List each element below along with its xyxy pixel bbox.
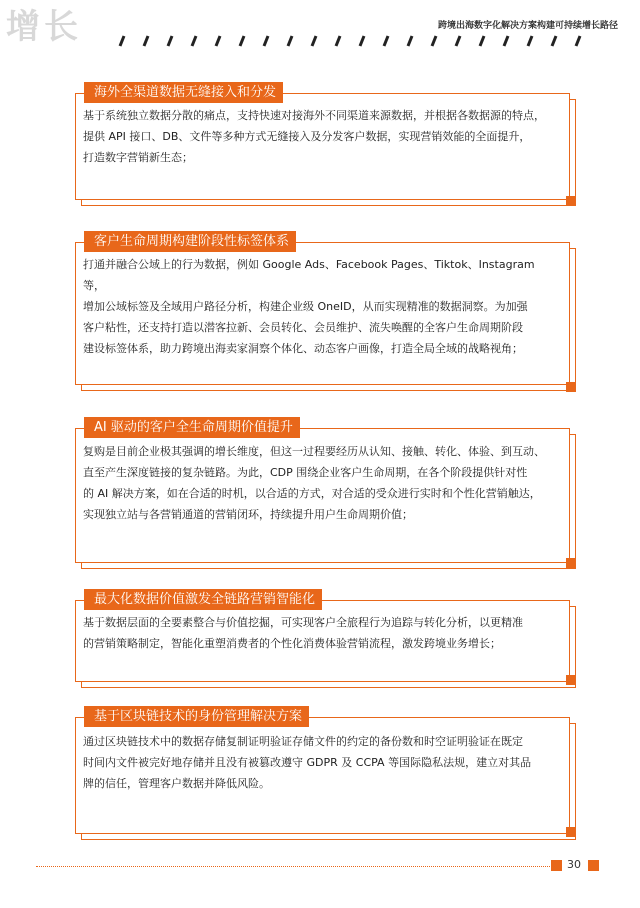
header-logo: 增长: [6, 7, 82, 47]
body-line: 基于系统独立数据分散的痛点，支持快速对接海外不同渠道来源数据，并根据各数据源的特点，: [83, 109, 545, 122]
section-data-value: [75, 589, 570, 679]
section-omnichannel-data: [75, 82, 570, 200]
corner-accent: [566, 382, 576, 392]
section-blockchain-identity: [75, 706, 570, 831]
footer-square-left: [551, 860, 562, 871]
section-title: 客户生命周期构建阶段性标签体系: [84, 231, 296, 252]
header-slash-decoration: [98, 34, 598, 48]
body-line: 打造数字营销新生态；: [83, 151, 193, 164]
body-line: 提供 API 接口、DB、文件等多种方式无缝接入及分发客户数据，实现营销效能的全面提升，: [83, 130, 531, 143]
section-title: AI 驱动的客户全生命周期价值提升: [84, 417, 300, 438]
corner-accent: [566, 827, 576, 837]
section-title: 最大化数据价值激发全链路营销智能化: [84, 589, 322, 610]
section-body: [83, 105, 560, 168]
body-line: 建设标签体系，助力跨境出海卖家洞察个体化、动态客户画像，打造全局全域的战略视角；: [83, 342, 523, 355]
section-ai-lifecycle: [75, 417, 570, 557]
body-line: 增加公域标签及全域用户路径分析，构建企业级 OneID，从而实现精准的数据洞察。为加强: [83, 300, 528, 313]
corner-accent: [566, 196, 576, 206]
section-body: [83, 731, 560, 794]
section-body: [83, 254, 560, 359]
section-body: [83, 441, 560, 525]
body-line: 通过区块链技术中的数据存储复制证明验证存储文件的约定的备份数和时空证明验证在既定: [83, 735, 523, 748]
corner-accent: [566, 675, 576, 685]
section-lifecycle-tags: [75, 231, 570, 386]
body-line: 的营销策略制定，智能化重塑消费者的个性化消费体验营销流程，激发跨境业务增长；: [83, 637, 501, 650]
body-line: 实现独立站与各营销通道的营销闭环，持续提升用户生命周期价值；: [83, 508, 413, 521]
section-title: 海外全渠道数据无缝接入和分发: [84, 82, 283, 103]
body-line: 时间内文件被完好地存储并且没有被篡改遵守 GDPR 及 CCPA 等国际隐私法规，建立对其品: [83, 756, 532, 769]
corner-accent: [566, 558, 576, 568]
body-line: 直至产生深度链接的复杂链路。为此，CDP 围绕企业客户生命周期，在各个阶段提供针对性: [83, 466, 528, 479]
section-body: [83, 612, 560, 654]
body-line: 基于数据层面的全要素整合与价值挖掘，可实现客户全旅程行为追踪与转化分析，以更精准: [83, 616, 523, 629]
body-line: 复购是目前企业极其强调的增长维度，但这一过程要经历从认知、接触、转化、体验、到互动、: [83, 445, 545, 458]
body-line: 客户粘性，还支持打造以潜客拉新、会员转化、会员维护、流失唤醒的全客户生命周期阶段: [83, 321, 523, 334]
page-number: 30: [567, 858, 581, 871]
header-title: 跨境出海数字化解决方案构建可持续增长路径: [437, 21, 618, 31]
body-line: 的 AI 解决方案，如在合适的时机，以合适的方式，对合适的受众进行实时和个性化营销触达，: [83, 487, 541, 500]
body-line: 牌的信任，管理客户数据并降低风险。: [83, 777, 270, 790]
section-title: 基于区块链技术的身份管理解决方案: [84, 706, 309, 727]
body-line: 打通并融合公域上的行为数据，例如 Google Ads、Facebook Pages、Tiktok、Instagram 等，: [83, 258, 535, 292]
footer-square-right: [588, 860, 599, 871]
footer-divider: [36, 866, 556, 867]
